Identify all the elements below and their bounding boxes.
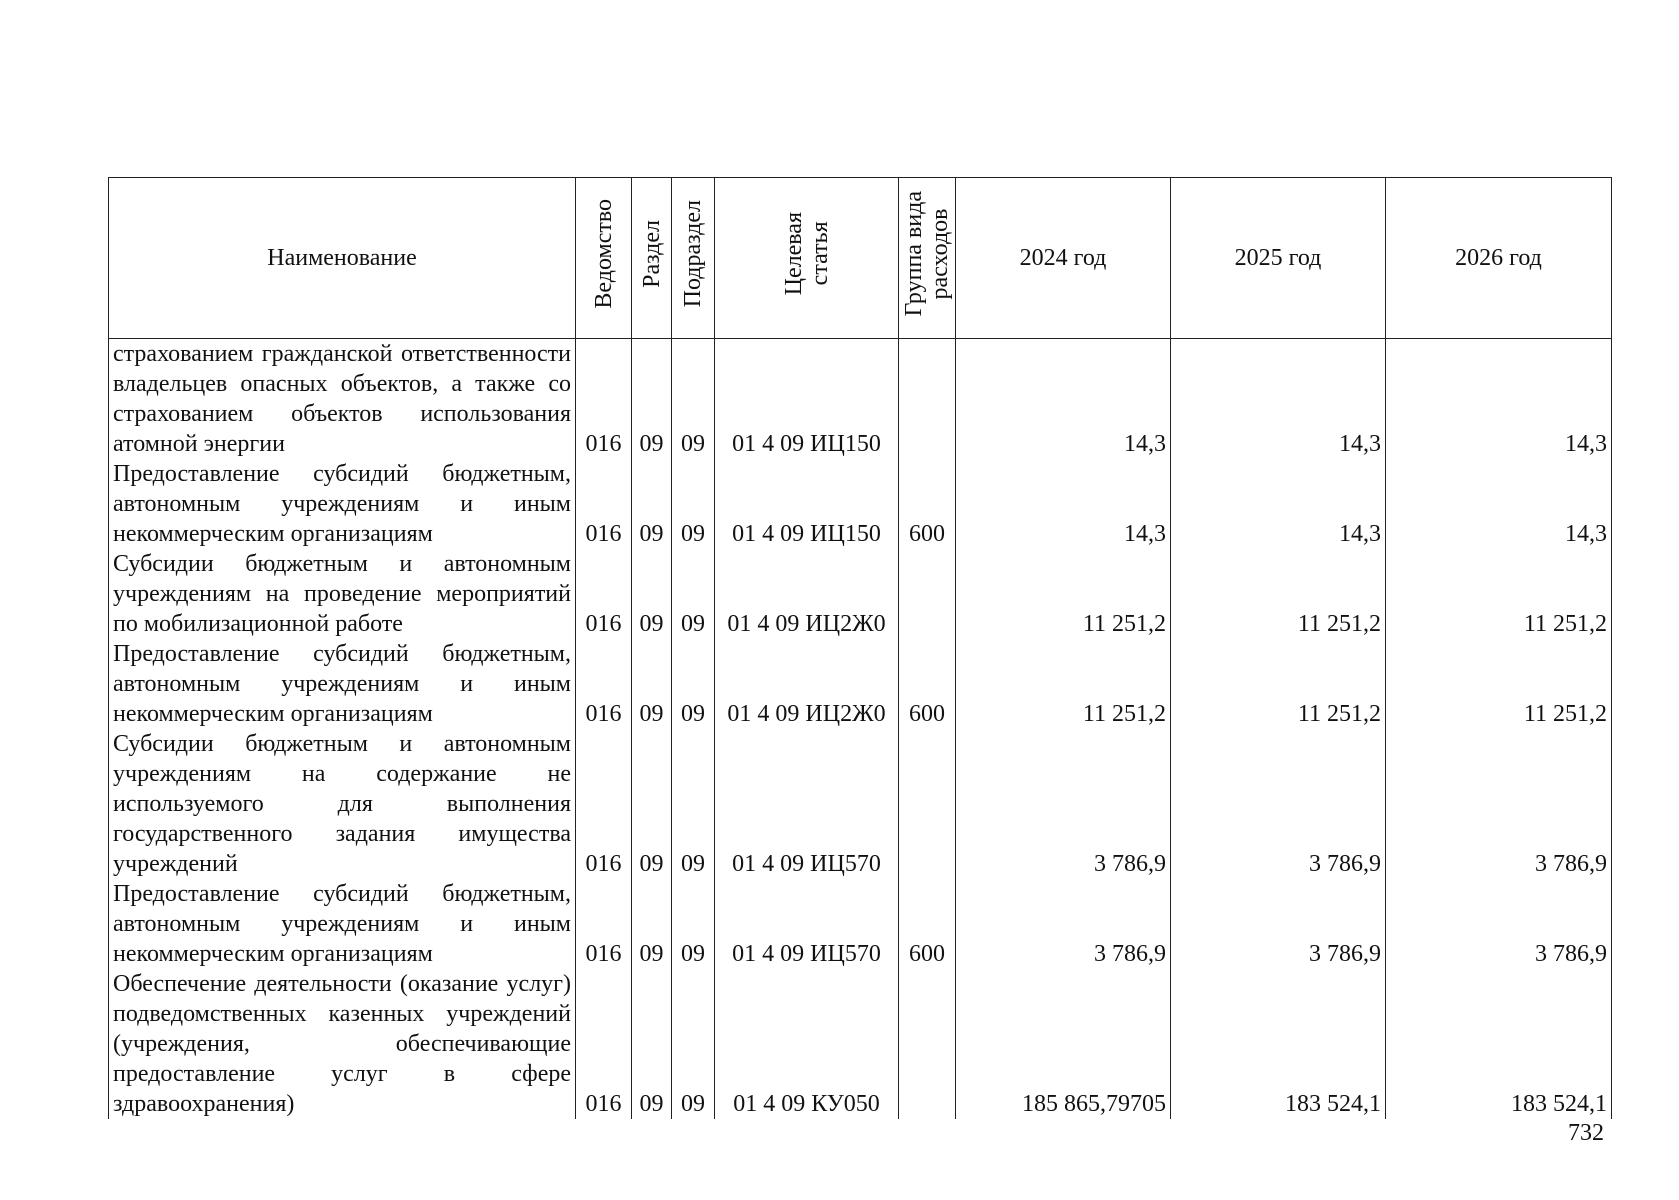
row-target-item: 01 4 09 ИЦ2Ж0 [715,639,899,729]
table-row [109,879,1612,969]
row-value-2026: 3 786,9 [1386,729,1612,879]
row-target-item: 01 4 09 ИЦ150 [715,459,899,549]
row-name: Субсидии бюджетным и автономным учреждениям на содержание не используемого для выполнения государственного задания имущества учреждений [109,729,576,879]
header-section: Раздел [632,178,672,339]
row-department: 016 [576,969,632,1119]
row-value-2024: 3 786,9 [956,729,1171,879]
row-department: 016 [576,549,632,639]
header-name: Наименование [109,178,576,339]
row-section: 09 [632,729,672,879]
row-target-item: 01 4 09 ИЦ2Ж0 [715,549,899,639]
header-department: Ведомство [576,178,632,339]
row-name: Субсидии бюджетным и автономным учреждениям на проведение мероприятий по мобилизационной работе [109,549,576,639]
row-name: Предоставление субсидий бюджетным, автономным учреждениям и иным некоммерческим организациям [109,639,576,729]
row-target-item: 01 4 09 ИЦ150 [715,339,899,460]
row-department: 016 [576,729,632,879]
row-department: 016 [576,459,632,549]
row-expense-group [899,729,956,879]
row-section: 09 [632,459,672,549]
header-expense-group: Группа вида расходов [899,178,956,339]
row-subsection: 09 [672,969,715,1119]
header-year-2024: 2024 год [956,178,1171,339]
row-value-2025: 3 786,9 [1171,879,1386,969]
row-department: 016 [576,339,632,460]
row-expense-group: 600 [899,879,956,969]
row-subsection: 09 [672,339,715,460]
row-section: 09 [632,639,672,729]
row-value-2024: 11 251,2 [956,639,1171,729]
table-row [109,459,1612,549]
row-section: 09 [632,969,672,1119]
row-value-2024: 185 865,79705 [956,969,1171,1119]
row-value-2024: 14,3 [956,459,1171,549]
row-value-2025: 11 251,2 [1171,549,1386,639]
row-subsection: 09 [672,729,715,879]
row-expense-group: 600 [899,459,956,549]
row-section: 09 [632,879,672,969]
row-value-2024: 11 251,2 [956,549,1171,639]
table-row [109,969,1612,1119]
header-target-item: Целевая статья [715,178,899,339]
row-subsection: 09 [672,639,715,729]
header-year-2025: 2025 год [1171,178,1386,339]
row-expense-group [899,339,956,460]
header-subsection: Подраздел [672,178,715,339]
row-section: 09 [632,549,672,639]
row-subsection: 09 [672,459,715,549]
row-value-2026: 14,3 [1386,459,1612,549]
row-subsection: 09 [672,879,715,969]
row-name: Обеспечение деятельности (оказание услуг) подведомственных казенных учреждений (учреждения, обеспечивающие предоставление услуг в сфере здравоохранения) [109,969,576,1119]
row-name: страхованием гражданской ответственности владельцев опасных объектов, а также со страхованием объектов использования атомной энергии [109,339,576,460]
row-expense-group [899,549,956,639]
header-row [109,178,1612,339]
row-department: 016 [576,639,632,729]
row-department: 016 [576,879,632,969]
budget-table [108,177,1612,1119]
row-value-2025: 14,3 [1171,339,1386,460]
row-name: Предоставление субсидий бюджетным, автономным учреждениям и иным некоммерческим организациям [109,879,576,969]
row-target-item: 01 4 09 КУ050 [715,969,899,1119]
row-value-2025: 11 251,2 [1171,639,1386,729]
table-row [109,639,1612,729]
row-value-2025: 14,3 [1171,459,1386,549]
row-value-2025: 183 524,1 [1171,969,1386,1119]
header-year-2026: 2026 год [1386,178,1612,339]
row-subsection: 09 [672,549,715,639]
table-row [109,339,1612,460]
row-section: 09 [632,339,672,460]
row-target-item: 01 4 09 ИЦ570 [715,879,899,969]
table-row [109,549,1612,639]
row-target-item: 01 4 09 ИЦ570 [715,729,899,879]
row-value-2026: 11 251,2 [1386,549,1612,639]
row-value-2026: 183 524,1 [1386,969,1612,1119]
row-value-2026: 11 251,2 [1386,639,1612,729]
row-value-2026: 14,3 [1386,339,1612,460]
row-expense-group [899,969,956,1119]
table-row [109,729,1612,879]
row-expense-group: 600 [899,639,956,729]
page-number: 732 [1568,1120,1604,1146]
row-value-2026: 3 786,9 [1386,879,1612,969]
row-name: Предоставление субсидий бюджетным, автономным учреждениям и иным некоммерческим организациям [109,459,576,549]
row-value-2025: 3 786,9 [1171,729,1386,879]
row-value-2024: 3 786,9 [956,879,1171,969]
row-value-2024: 14,3 [956,339,1171,460]
